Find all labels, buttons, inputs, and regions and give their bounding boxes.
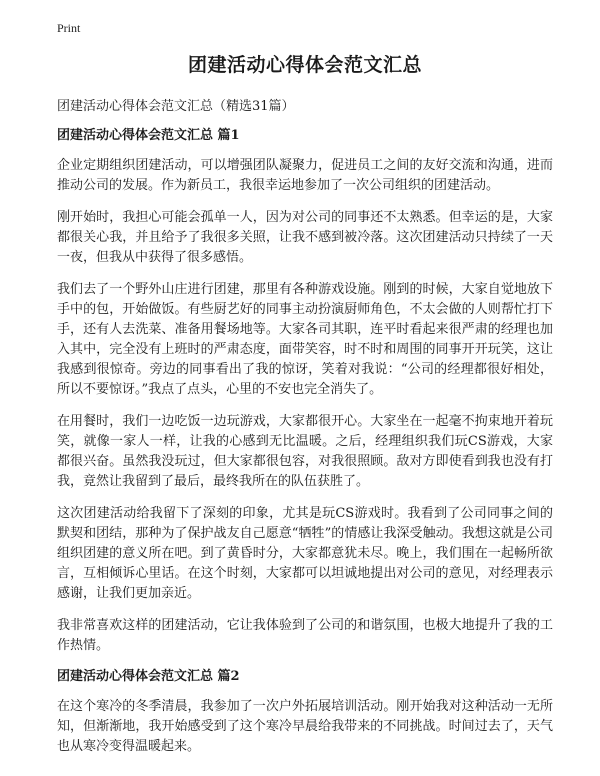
section-heading: 团建活动心得体会范文汇总 篇1 bbox=[57, 128, 240, 143]
section-2 bbox=[57, 668, 553, 757]
print-link[interactable]: Print bbox=[57, 21, 81, 35]
paragraph: 在这个寒冷的冬季清晨，我参加了一次户外拓展培训活动。刚开始我对这种活动一无所知，但渐渐地，我开始感受到了这个寒冷早晨给我带来的不同挑战。时间过去了，天气也从寒冷变得温暖起来。 bbox=[57, 699, 553, 754]
paragraph: 刚开始时，我担心可能会孤单一人，因为对公司的同事还不太熟悉。但幸运的是，大家都很关心我，并且给予了我很多关照，让我不感到被冷落。这次团建活动只持续了一天一夜，但我从中获得了很多感悟。 bbox=[57, 210, 553, 265]
paragraph: 在用餐时，我们一边吃饭一边玩游戏，大家都很开心。大家坐在一起毫不拘束地开着玩笑，就像一家人一样，让我的心感到无比温暖。之后，经理组织我们玩CS游戏，大家都很兴奋。虽然我没玩过，但大家都很包容，对我很照顾。敌对方即使看到我也没有打我，竟然让我留到了最后，最终我所在的队伍获胜了。 bbox=[57, 414, 553, 489]
section-1 bbox=[57, 127, 553, 656]
document-subtitle: 团建活动心得体会范文汇总（精选31篇） bbox=[57, 99, 295, 114]
paragraph: 我非常喜欢这样的团建活动，它让我体验到了公司的和谐氛围，也极大地提升了我的工作热情。 bbox=[57, 618, 553, 653]
paragraph: 企业定期组织团建活动，可以增强团队凝聚力，促进员工之间的友好交流和沟通，进而推动公司的发展。作为新员工，我很幸运地参加了一次公司组织的团建活动。 bbox=[57, 158, 553, 193]
page-title: 团建活动心得体会范文汇总 bbox=[187, 54, 422, 76]
paragraph: 我们去了一个野外山庄进行团建，那里有各种游戏设施。刚到的时候，大家自觉地放下手中的包，开始做饭。有些厨艺好的同事主动扮演厨师角色，不太会做的人则帮忙打下手，还有人去洗菜、准备用餐场地等。大家各司其职，连平时看起来很严肃的经理也加入其中，完全没有上班时的严肃态度，面带笑容，时不时和周围的同事开开玩笑，这让我感到很惊奇。旁边的同事看出了我的惊讶，笑着对我说：“公司的经理都很好相处，所以不要惊讶。”我点了点头，心里的不安也完全消失了。 bbox=[57, 282, 553, 397]
paragraph: 这次团建活动给我留下了深刻的印象，尤其是玩CS游戏时。我看到了公司同事之间的默契和团结，那种为了保护战友自己愿意“牺牲”的情感让我深受触动。我想这就是公司组织团建的意义所在吧。到了黄昏时分，大家都意犹未尽。晚上，我们围在一起畅所欲言，互相倾诉心里话。在这个时刻，大家都可以坦诚地提出对公司的意见，对经理表示感谢，让我们更加亲近。 bbox=[57, 506, 553, 601]
document-page bbox=[57, 52, 553, 769]
section-heading: 团建活动心得体会范文汇总 篇2 bbox=[57, 669, 240, 684]
